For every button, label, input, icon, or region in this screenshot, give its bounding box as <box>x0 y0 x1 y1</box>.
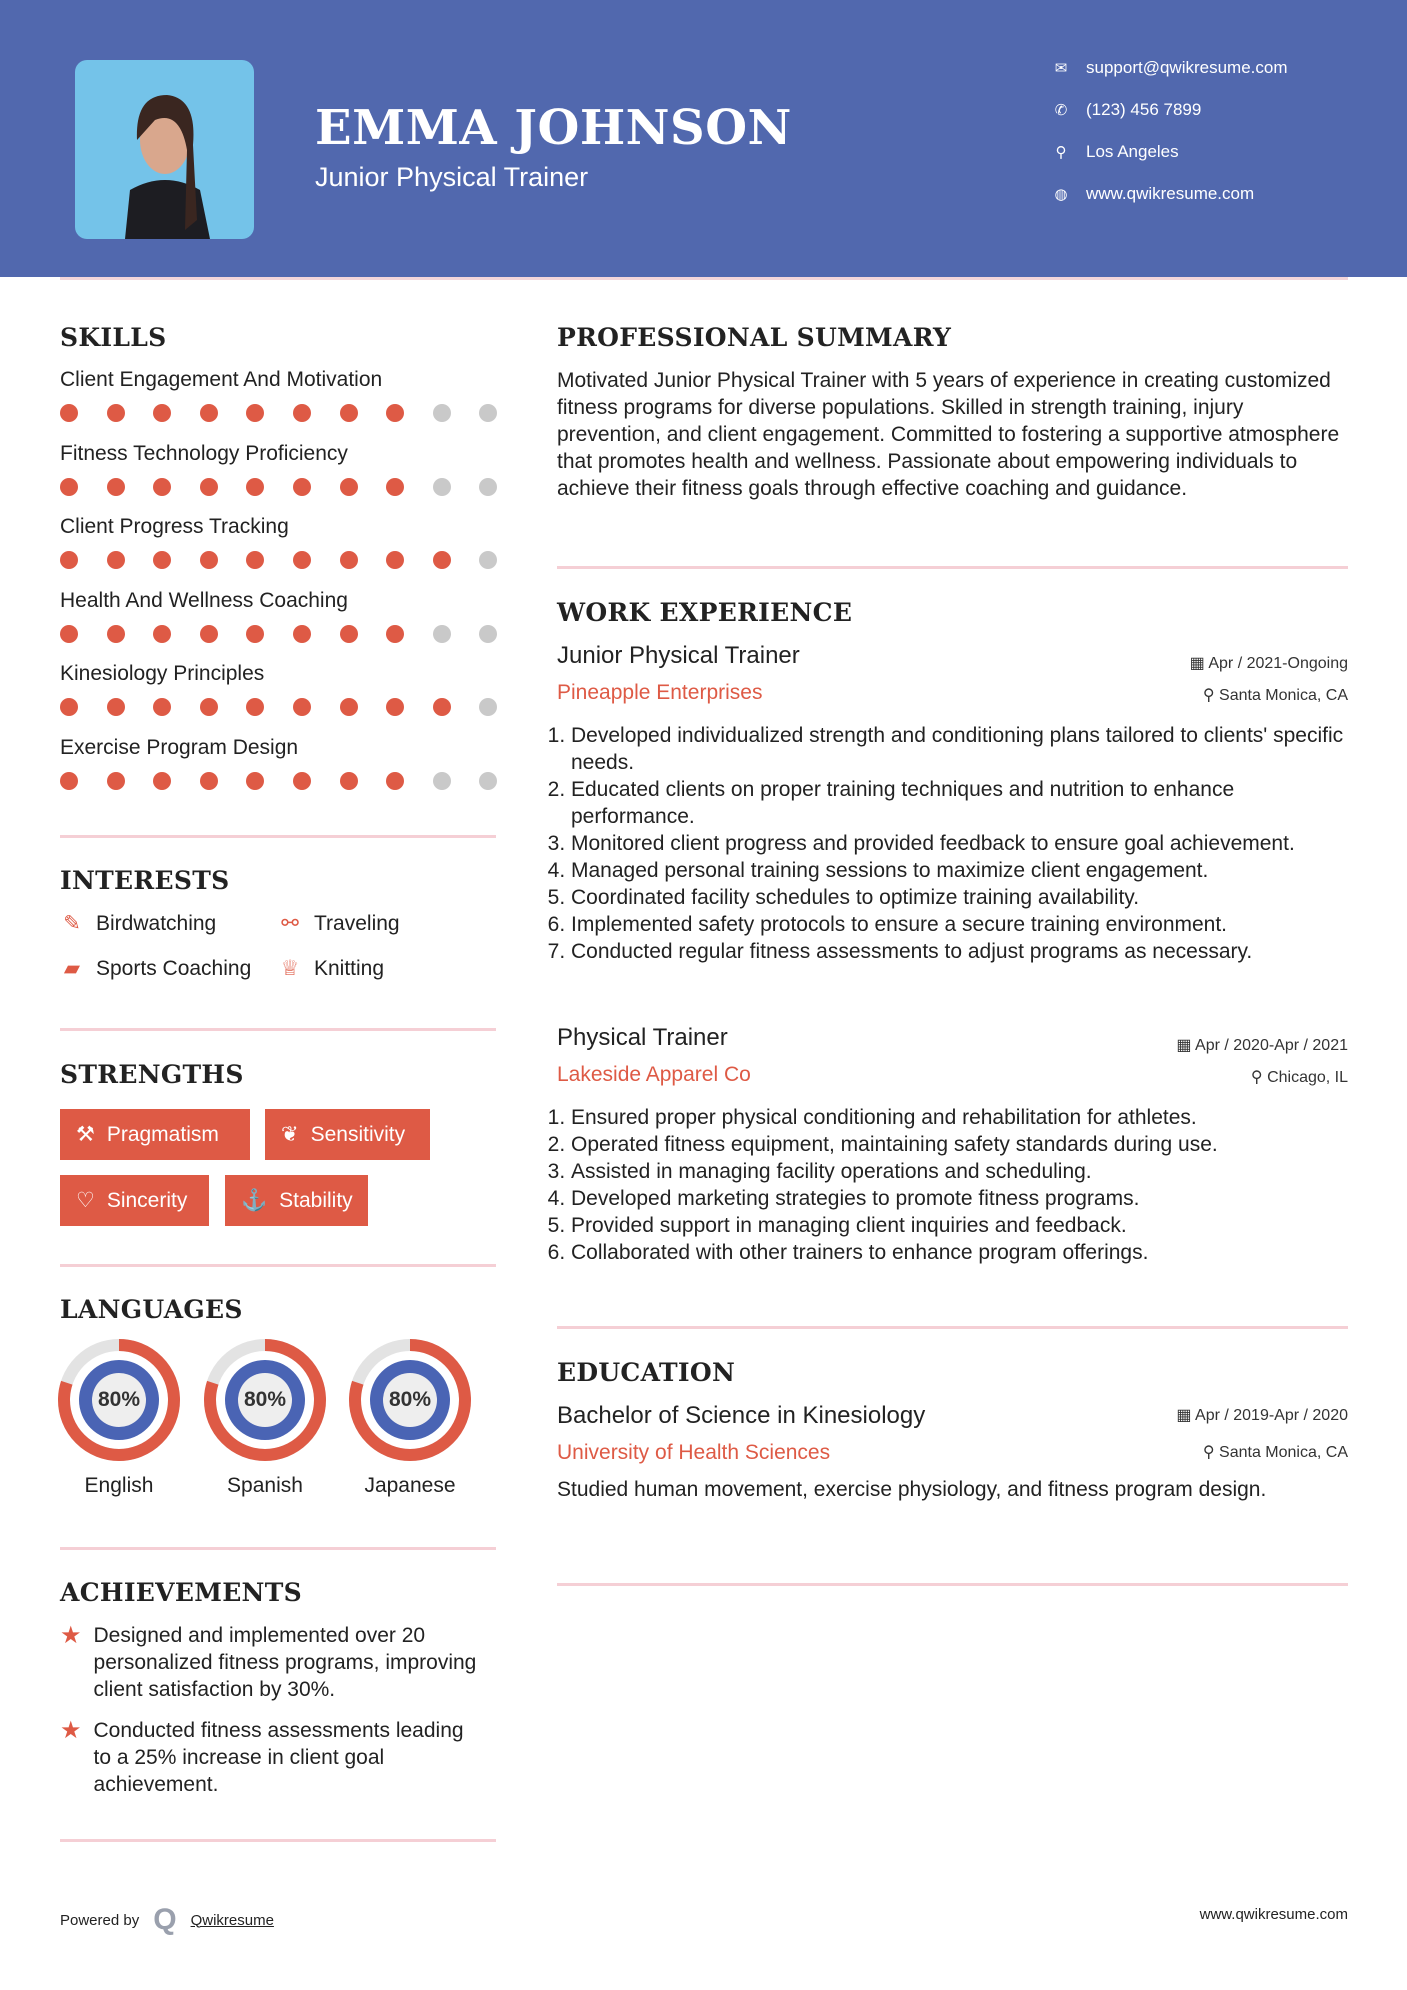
skill-label: Fitness Technology Proficiency <box>60 441 348 465</box>
rating-dot <box>200 698 218 716</box>
interests-heading: INTERESTS <box>60 866 230 895</box>
calendar-icon: ▦ <box>1176 1407 1196 1424</box>
strength-badge <box>60 1109 250 1160</box>
skill-rating <box>60 698 497 716</box>
job-date <box>1176 1035 1348 1055</box>
rating-dot <box>60 625 78 643</box>
strength-label: Pragmatism <box>106 1122 219 1146</box>
strengths-heading: STRENGTHS <box>60 1060 244 1089</box>
responsibility-item: 1. Developed individualized strength and conditioning plans tailored to clients' specific needs. <box>571 722 1353 776</box>
responsibility-item: 3. Monitored client progress and provided feedback to ensure goal achievement. <box>571 830 1353 857</box>
skill-rating <box>60 772 497 790</box>
skill-item <box>60 368 497 422</box>
rating-dot <box>386 478 404 496</box>
rating-dot <box>479 478 497 496</box>
rating-dot <box>246 625 264 643</box>
skill-item <box>60 589 497 643</box>
skill-label: Kinesiology Principles <box>60 662 265 686</box>
achievement-item <box>60 1717 470 1798</box>
profile-photo <box>75 60 254 239</box>
rating-dot <box>386 404 404 422</box>
language-donut <box>349 1339 471 1461</box>
location-text: Santa Monica, CA <box>1219 1444 1348 1461</box>
achievements-heading: ACHIEVEMENTS <box>60 1578 302 1607</box>
anchor-icon: ⚓ <box>241 1188 268 1212</box>
language-percent: 80% <box>97 1388 141 1411</box>
rating-dot <box>107 404 125 422</box>
responsibility-item: 5. Provided support in managing client inquiries and feedback. <box>571 1212 1353 1239</box>
language-donut <box>58 1339 180 1461</box>
rating-dot <box>107 478 125 496</box>
rating-dot <box>433 625 451 643</box>
responsibility-item: 4. Managed personal training sessions to maximize client engagement. <box>571 857 1353 884</box>
heart-icon: ♡ <box>76 1189 95 1212</box>
rating-dot <box>246 698 264 716</box>
rating-dot <box>433 478 451 496</box>
rating-dot <box>386 625 404 643</box>
responsibility-item: 7. Conducted regular fitness assessments to adjust programs as necessary. <box>571 938 1353 965</box>
rating-dot <box>293 551 311 569</box>
strength-label: Sincerity <box>106 1188 188 1212</box>
qwikresume-logo-icon: Q <box>153 1903 177 1936</box>
job-date <box>1190 653 1348 673</box>
rating-dot <box>340 772 358 790</box>
education-heading: EDUCATION <box>557 1358 736 1387</box>
rating-dot <box>200 478 218 496</box>
rating-dot <box>107 772 125 790</box>
rating-dot <box>200 551 218 569</box>
responsibility-item: 5. Coordinated facility schedules to optimize training availability. <box>571 884 1353 911</box>
rating-dot <box>479 772 497 790</box>
rating-dot <box>60 404 78 422</box>
job-location <box>1251 1067 1348 1087</box>
strength-badge <box>60 1175 209 1226</box>
section-divider <box>60 1028 496 1031</box>
contact-website[interactable] <box>1052 184 1254 204</box>
rating-dot <box>433 772 451 790</box>
star-icon: ★ <box>60 1717 82 1744</box>
contact-text: www.qwikresume.com <box>1086 184 1255 203</box>
section-divider <box>557 1583 1348 1586</box>
candidate-name: EMMA JOHNSON <box>315 100 792 156</box>
qwikresume-link[interactable]: Qwikresume <box>190 1911 274 1929</box>
location-text: Chicago, IL <box>1267 1069 1348 1086</box>
rating-dot <box>340 551 358 569</box>
job-location <box>1203 685 1348 705</box>
rating-dot <box>200 404 218 422</box>
briefcase-icon: ▰ <box>63 957 81 980</box>
interest-item <box>278 956 384 981</box>
rating-dot <box>479 625 497 643</box>
map-pin-icon: ⚲ <box>1055 144 1067 161</box>
rating-dot <box>200 625 218 643</box>
rating-dot <box>340 478 358 496</box>
rating-dot <box>433 404 451 422</box>
school: University of Health Sciences <box>557 1441 831 1464</box>
rating-dot <box>386 698 404 716</box>
rating-dot <box>107 625 125 643</box>
rating-dot <box>153 625 171 643</box>
language-donut <box>204 1339 326 1461</box>
section-divider <box>60 835 496 838</box>
interest-label: Knitting <box>314 956 385 980</box>
rating-dot <box>433 698 451 716</box>
language-label: Spanish <box>227 1474 303 1497</box>
skill-rating <box>60 625 497 643</box>
language-label: Japanese <box>364 1474 456 1497</box>
skill-label: Client Engagement And Motivation <box>60 368 383 391</box>
rating-dot <box>107 551 125 569</box>
interest-label: Traveling <box>314 911 400 935</box>
date-text: Apr / 2019-Apr / 2020 <box>1195 1407 1348 1424</box>
section-divider <box>60 1839 496 1842</box>
degree: Bachelor of Science in Kinesiology <box>557 1402 926 1429</box>
achievement-text: Conducted fitness assessments leading to a 25% increase in client goal achievement. <box>93 1719 464 1796</box>
contact-email[interactable] <box>1052 58 1288 78</box>
rating-dot <box>153 772 171 790</box>
strength-badge <box>265 1109 430 1160</box>
date-text: Apr / 2020-Apr / 2021 <box>1195 1037 1348 1054</box>
leaf-icon: ❦ <box>281 1123 299 1146</box>
responsibility-item: 6. Implemented safety protocols to ensure a secure training environment. <box>571 911 1353 938</box>
rating-dot <box>200 772 218 790</box>
skill-item <box>60 736 497 790</box>
rating-dot <box>153 404 171 422</box>
skills-heading: SKILLS <box>60 323 167 352</box>
rating-dot <box>340 625 358 643</box>
education-date <box>1176 1405 1348 1425</box>
globe-icon: ◍ <box>1054 186 1068 203</box>
responsibility-item: 2. Educated clients on proper training techniques and nutrition to enhance performance. <box>571 776 1353 830</box>
strength-label: Sensitivity <box>310 1122 406 1146</box>
star-icon: ★ <box>60 1622 82 1649</box>
job-company: Pineapple Enterprises <box>557 681 763 704</box>
skill-item <box>60 515 497 569</box>
rating-dot <box>479 404 497 422</box>
rating-dot <box>479 698 497 716</box>
language-percent: 80% <box>388 1388 432 1411</box>
header-divider <box>60 277 1348 280</box>
section-divider <box>60 1264 496 1267</box>
job-responsibilities <box>553 1104 1353 1266</box>
summary-heading: PROFESSIONAL SUMMARY <box>557 323 952 352</box>
location-text: Santa Monica, CA <box>1219 687 1348 704</box>
rating-dot <box>340 698 358 716</box>
candidate-title: Junior Physical Trainer <box>315 162 589 192</box>
skill-rating <box>60 551 497 569</box>
footer-url[interactable]: www.qwikresume.com <box>1199 1906 1348 1923</box>
gavel-icon: ⚒ <box>76 1123 95 1146</box>
language-label: English <box>84 1474 154 1497</box>
contact-phone[interactable] <box>1052 100 1201 120</box>
rating-dot <box>293 478 311 496</box>
rating-dot <box>60 698 78 716</box>
rating-dot <box>386 551 404 569</box>
date-text: Apr / 2021-Ongoing <box>1208 655 1348 672</box>
interest-item <box>60 911 216 936</box>
responsibility-item: 3. Assisted in managing facility operations and scheduling. <box>571 1158 1353 1185</box>
contact-text: support@qwikresume.com <box>1086 58 1288 77</box>
interest-label: Birdwatching <box>96 911 217 935</box>
job-role: Physical Trainer <box>557 1024 728 1051</box>
achievement-item <box>60 1622 500 1703</box>
binoculars-icon: ⚯ <box>281 912 299 935</box>
pin-icon: ⚲ <box>1202 1444 1220 1461</box>
skill-label: Client Progress Tracking <box>60 515 289 539</box>
rating-dot <box>153 551 171 569</box>
interest-item <box>278 911 400 936</box>
skill-item <box>60 662 497 716</box>
interest-label: Sports Coaching <box>96 956 252 980</box>
responsibility-item: 1. Ensured proper physical conditioning and rehabilitation for athletes. <box>571 1104 1353 1131</box>
contact-location <box>1052 142 1179 162</box>
summary-text: Motivated Junior Physical Trainer with 5 years of experience in creating customized fitness programs for diverse populations. Skilled in strength training, injury prevention, and client engagement. Committed to fostering a supportive atmosphere that promotes health and wellness. Passionate about empowering individuals to achieve their fitness goals through effective coaching and guidance. <box>557 369 1340 500</box>
rating-dot <box>293 404 311 422</box>
pin-icon: ⚲ <box>1250 1069 1268 1086</box>
rating-dot <box>340 404 358 422</box>
rating-dot <box>60 478 78 496</box>
section-divider <box>557 1326 1348 1329</box>
rating-dot <box>479 551 497 569</box>
responsibility-item: 2. Operated fitness equipment, maintaining safety standards during use. <box>571 1131 1353 1158</box>
skill-label: Health And Wellness Coaching <box>60 588 348 612</box>
rating-dot <box>246 551 264 569</box>
phone-icon: ✆ <box>1054 102 1068 119</box>
rating-dot <box>60 551 78 569</box>
trophy-icon: ♕ <box>280 957 300 980</box>
skill-rating <box>60 404 497 422</box>
language-percent: 80% <box>243 1388 287 1411</box>
education-location <box>1203 1442 1348 1462</box>
rating-dot <box>246 478 264 496</box>
responsibility-item: 4. Developed marketing strategies to promote fitness programs. <box>571 1185 1353 1212</box>
interest-item <box>60 956 251 981</box>
rating-dot <box>433 551 451 569</box>
skill-label: Exercise Program Design <box>60 736 299 759</box>
strength-label: Stability <box>279 1188 353 1212</box>
pin-icon: ⚲ <box>1202 687 1220 704</box>
job-company: Lakeside Apparel Co <box>557 1063 751 1086</box>
job-responsibilities <box>553 722 1353 965</box>
experience-heading: WORK EXPERIENCE <box>557 598 853 627</box>
education-description: Studied human movement, exercise physiology, and fitness program design. <box>557 1478 1267 1501</box>
calendar-icon: ▦ <box>1189 655 1209 672</box>
contact-text: Los Angeles <box>1086 142 1179 161</box>
achievement-text: Designed and implemented over 20 personalized fitness programs, improving client satisfaction by 30%. <box>93 1624 477 1701</box>
rating-dot <box>153 698 171 716</box>
rating-dot <box>246 772 264 790</box>
skill-rating <box>60 478 497 496</box>
rating-dot <box>293 625 311 643</box>
section-divider <box>557 566 1348 569</box>
job-role: Junior Physical Trainer <box>557 642 800 669</box>
rating-dot <box>293 698 311 716</box>
languages-heading: LANGUAGES <box>60 1295 243 1324</box>
edit-icon: ✎ <box>63 912 81 935</box>
rating-dot <box>246 404 264 422</box>
strength-badge <box>225 1175 368 1226</box>
contact-text: (123) 456 7899 <box>1086 100 1202 119</box>
envelope-icon: ✉ <box>1054 60 1068 77</box>
rating-dot <box>153 478 171 496</box>
skill-item <box>60 442 497 496</box>
section-divider <box>60 1547 496 1550</box>
footer-powered <box>60 1903 274 1937</box>
rating-dot <box>293 772 311 790</box>
rating-dot <box>386 772 404 790</box>
powered-by-text: Powered by <box>60 1911 140 1929</box>
calendar-icon: ▦ <box>1176 1037 1196 1054</box>
rating-dot <box>107 698 125 716</box>
rating-dot <box>60 772 78 790</box>
responsibility-item: 6. Collaborated with other trainers to enhance program offerings. <box>571 1239 1353 1266</box>
